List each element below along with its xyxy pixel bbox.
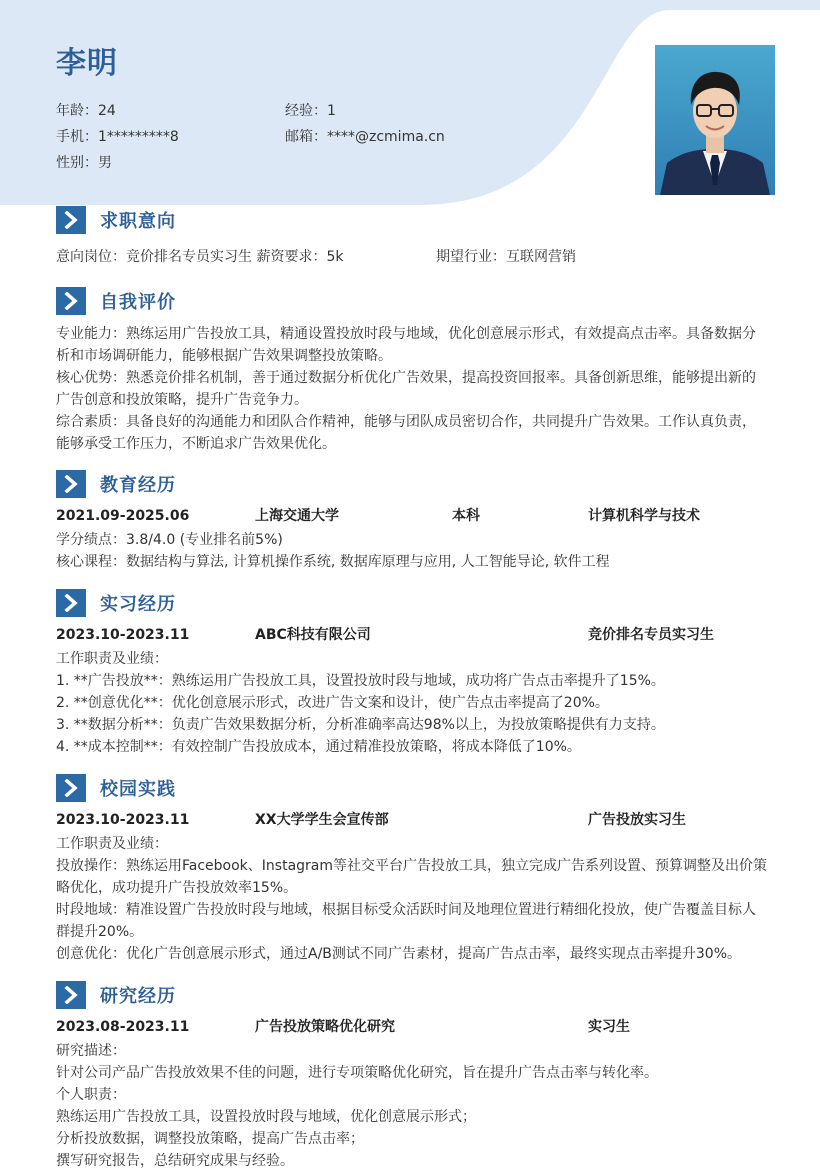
experience: 经验：1 — [285, 103, 336, 119]
edu-gpa: 学分绩点：3.8/4.0 (专业排名前5%) — [56, 532, 283, 548]
campus-paragraph: 时段地域：精准设置广告投放时段与地域，根据目标受众活跃时间及地理位置进行精细化投放，使广告覆盖目标人群提升20%。 — [56, 902, 756, 940]
campus-label: 工作职责及业绩： — [56, 836, 168, 852]
research-role: 实习生 — [588, 1019, 630, 1035]
edu-degree: 本科 — [452, 508, 480, 524]
chevron-right-icon — [56, 589, 86, 617]
intent-position-salary: 意向岗位：竞价排名专员实习生 薪资要求：5k — [56, 249, 344, 265]
self-paragraph: 综合素质：具备良好的沟通能力和团队合作精神，能够与团队成员密切合作，共同提升广告效果。工作认真负责，能够承受工作压力，不断追求广告效果优化。 — [56, 414, 756, 452]
age: 年龄：24 — [56, 103, 116, 119]
self-paragraph: 专业能力：熟练运用广告投放工具，精通设置投放时段与地域，优化创意展示形式，有效提高点击率。具备数据分析和市场调研能力，能够根据广告效果调整投放策略。 — [56, 326, 756, 364]
phone: 手机：1*********8 — [56, 129, 179, 145]
campus-paragraph: 创意优化：优化广告创意展示形式，通过A/B测试不同广告素材，提高广告点击率，最终实现点击率提升30%。 — [56, 946, 742, 962]
research-project: 广告投放策略优化研究 — [255, 1019, 395, 1035]
campus-role: 广告投放实习生 — [588, 812, 686, 828]
section-research-heading — [56, 980, 176, 1010]
edu-date: 2021.09-2025.06 — [56, 508, 190, 524]
research-desc-label: 研究描述： — [56, 1043, 126, 1059]
research-desc: 针对公司产品广告投放效果不佳的问题，进行专项策略优化研究，旨在提升广告点击率与转化率。 — [56, 1065, 658, 1081]
section-campus-heading — [56, 773, 176, 803]
gender: 性别：男 — [56, 155, 112, 171]
research-duty: 撰写研究报告，总结研究成果与经验。 — [56, 1153, 294, 1169]
campus-paragraph: 投放操作：熟练运用Facebook、Instagram等社交平台广告投放工具，独立完成广告系列设置、预算调整及出价策略优化，成功提升广告投放效率15%。 — [56, 858, 768, 896]
section-title: 实习经历 — [100, 594, 176, 615]
chevron-right-icon — [56, 470, 86, 498]
chevron-right-icon — [56, 287, 86, 315]
candidate-name: 李明 — [56, 46, 118, 81]
intern-company: ABC科技有限公司 — [255, 627, 371, 643]
intern-item: 1. **广告投放**：熟练运用广告投放工具，设置投放时段与地域，成功将广告点击率提升了15%。 — [56, 673, 665, 689]
intern-item: 4. **成本控制**：有效控制广告投放成本，通过精准投放策略，将成本降低了10%。 — [56, 739, 581, 755]
section-self-heading — [56, 286, 176, 316]
email: 邮箱：****@zcmima.cn — [285, 129, 445, 145]
section-title: 自我评价 — [100, 292, 176, 313]
campus-org: XX大学学生会宣传部 — [255, 812, 389, 828]
section-title: 求职意向 — [100, 211, 176, 232]
section-edu-heading — [56, 469, 176, 499]
edu-courses: 核心课程：数据结构与算法, 计算机操作系统, 数据库原理与应用, 人工智能导论, 软件工程 — [56, 554, 610, 570]
intern-role: 竞价排名专员实习生 — [588, 627, 714, 643]
section-title: 研究经历 — [100, 986, 176, 1007]
section-intent-heading — [56, 205, 176, 235]
chevron-right-icon — [56, 981, 86, 1009]
research-duty: 熟练运用广告投放工具，设置投放时段与地域，优化创意展示形式； — [56, 1109, 476, 1125]
intern-label: 工作职责及业绩： — [56, 651, 168, 667]
chevron-right-icon — [56, 774, 86, 802]
section-intern-heading — [56, 588, 176, 618]
section-title: 教育经历 — [100, 475, 176, 496]
self-paragraph: 核心优势：熟悉竞价排名机制，善于通过数据分析优化广告效果，提高投资回报率。具备创新思维，能够提出新的广告创意和投放策略，提升广告竞争力。 — [56, 370, 756, 408]
research-duty-label: 个人职责： — [56, 1087, 126, 1103]
intern-date: 2023.10-2023.11 — [56, 627, 190, 643]
intern-item: 3. **数据分析**：负责广告效果数据分析，分析准确率高达98%以上，为投放策略提供有力支持。 — [56, 717, 665, 733]
profile-photo — [655, 45, 775, 195]
chevron-right-icon — [56, 206, 86, 234]
research-date: 2023.08-2023.11 — [56, 1019, 190, 1035]
campus-date: 2023.10-2023.11 — [56, 812, 190, 828]
section-title: 校园实践 — [100, 779, 176, 800]
research-duty: 分析投放数据，调整投放策略，提高广告点击率； — [56, 1131, 364, 1147]
intent-industry: 期望行业：互联网营销 — [436, 249, 576, 265]
edu-school: 上海交通大学 — [255, 508, 339, 524]
edu-major: 计算机科学与技术 — [588, 508, 700, 524]
intern-item: 2. **创意优化**：优化创意展示形式，改进广告文案和设计，使广告点击率提高了20%。 — [56, 695, 609, 711]
